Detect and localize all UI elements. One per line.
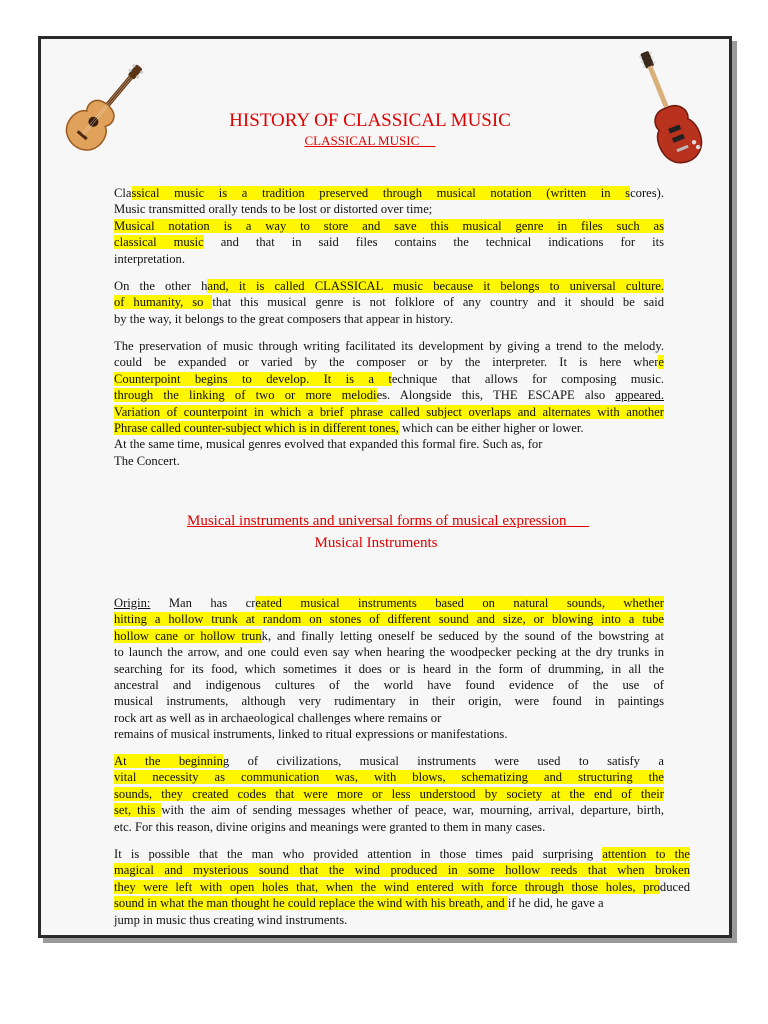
text-line: Musical notation is a way to store and save this musical genre in files such as (114, 218, 664, 233)
text-line: At the same time, musical genres evolved that expanded this formal fire. Such as, for (114, 437, 543, 452)
text-line: musical instruments, although very rudimentary in their origin, were found in paintings (114, 694, 664, 709)
text-line: sound in what the man thought he could replace the wind with his breath, and if he did, he gave a (114, 896, 604, 911)
text-line: interpretation. (114, 251, 185, 266)
paragraph-2 (114, 278, 664, 327)
text-line: remains of musical instruments, linked to ritual expressions or manifestations. (114, 727, 508, 742)
section-heading: Musical instruments and universal forms of musical expression (186, 513, 589, 529)
text-line: Counterpoint begins to develop. It is a technique that allows for composing music. (114, 371, 664, 386)
text-line: Phrase called counter-subject which is in different tones, which can be either higher or lower. (114, 420, 584, 435)
paragraph-1 (114, 185, 664, 267)
text-line: to launch the arrow, and one could even say when hearing the woodpecker pecking at the dry trunks in (114, 645, 664, 660)
text-line: vital necessity as communication was, with blows, schematizing and structuring the (114, 770, 664, 785)
text-line: The Concert. (114, 453, 180, 468)
text-line: Variation of counterpoint in which a brief phrase called subject overlaps and alternates with another (114, 404, 664, 419)
text-line: by the way, it belongs to the great composers that appear in history. (114, 311, 454, 326)
text-line: At the beginning of civilizations, musical instruments were used to satisfy a (114, 754, 664, 768)
text-line: etc. For this reason, divine origins and meanings were granted to them in many cases. (114, 819, 546, 834)
text-line: searching for its food, which sometimes it does or is heard in the form of drumming, in all the (114, 661, 664, 676)
text-line: sounds, they created codes that were more or less understood by society at the end of their (114, 786, 664, 801)
text-line: set, this with the aim of sending messages whether of peace, war, mourning, arrival, departure, birth, (114, 803, 664, 818)
text-line: through the linking of two or more melodies. Alongside this, THE ESCAPE also appeared. (114, 388, 664, 403)
paragraph-4 (114, 595, 664, 743)
page-title: HISTORY OF CLASSICAL MUSIC (229, 110, 511, 131)
text-line: classical music and that in said files contains the technical indications for its (114, 235, 665, 250)
text-line: ancestral and indigenous cultures of the world have found evidence of the use of (114, 677, 664, 692)
text-line: Classical music is a tradition preserved through musical notation (written in scores). (114, 186, 664, 200)
text-line: jump in music thus creating wind instruments. (114, 912, 348, 927)
text-line: rock art as well as in archaeological challenges where remains or (114, 710, 442, 725)
text-line: The preservation of music through writing facilitated its development by giving a trend to the melody. (114, 339, 664, 353)
text-line: Origin: Man has created musical instruments based on natural sounds, whether (114, 596, 664, 610)
text-line: It is possible that the man who provided attention in those times paid surprising attention to the (114, 847, 690, 861)
text-line: magical and mysterious sound that the wind produced in some hollow reeds that when broken (114, 863, 690, 878)
text-line: they were left with open holes that, when the wind entered with force through those holes, produced (114, 879, 690, 894)
page-subtitle: CLASSICAL MUSIC (304, 133, 436, 148)
paragraph-6 (114, 846, 690, 928)
text-line: hitting a hollow trunk at random on stones of different sound and size, or blowing into a tube (114, 612, 664, 627)
text-line: of humanity, so that this musical genre is not folklore of any country and it should be said (114, 295, 664, 310)
paragraph-3 (114, 338, 664, 469)
section-subheading: Musical Instruments (314, 535, 438, 551)
text-line: Music transmitted orally tends to be lost or distorted over time; (114, 202, 433, 217)
text-line: could be expanded or varied by the composer or by the interpreter. It is here where (114, 355, 664, 370)
text-line: On the other hand, it is called CLASSICAL music because it belongs to universal culture. (114, 279, 664, 293)
paragraph-5 (114, 753, 664, 835)
text-line: hollow cane or hollow trunk, and finally letting oneself be seduced by the sound of the bowstring at (114, 628, 664, 643)
